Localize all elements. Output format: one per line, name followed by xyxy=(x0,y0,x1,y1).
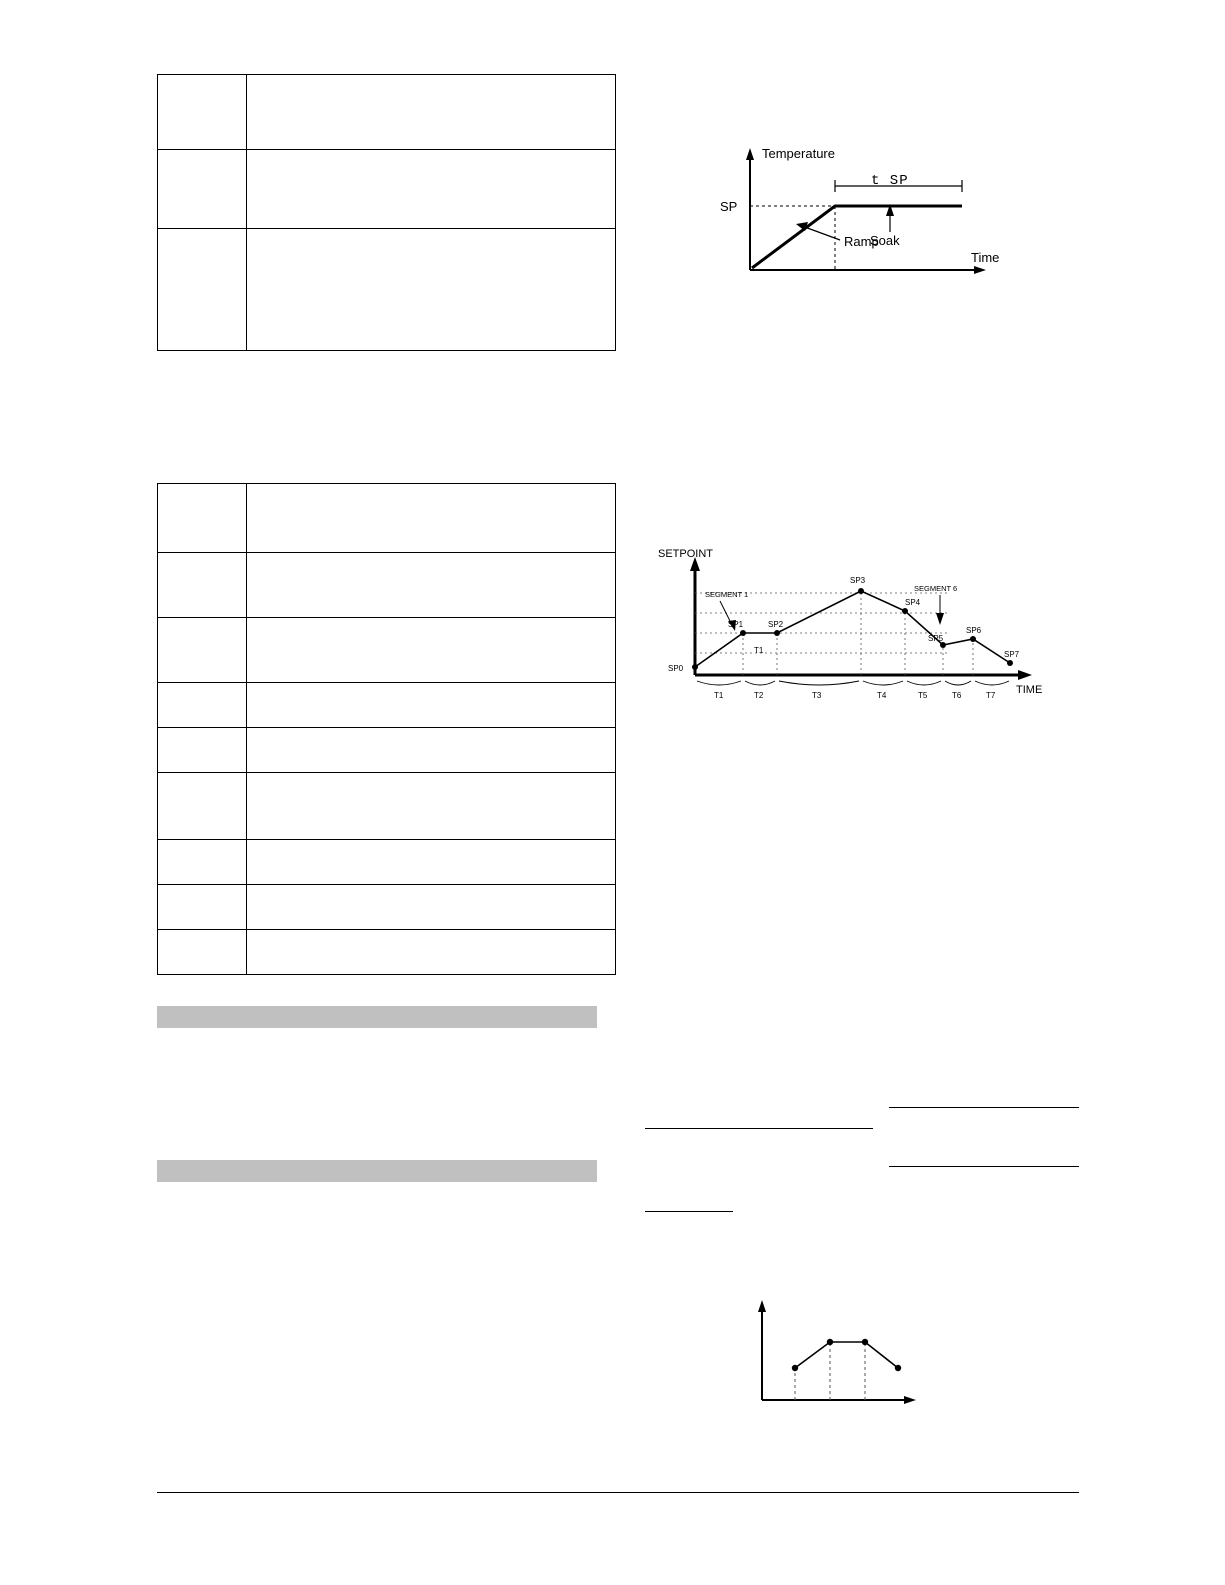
table-cell-description xyxy=(247,885,616,930)
text-underline-rule xyxy=(645,1128,873,1129)
label-dwell-time: t SP xyxy=(871,173,909,189)
footer-divider xyxy=(157,1492,1079,1493)
table-cell-description xyxy=(247,683,616,728)
label-sp7: SP7 xyxy=(1004,650,1020,659)
figure-setpoint-profile xyxy=(650,535,1070,725)
label-inner-t1: T1 xyxy=(754,646,764,655)
table-cell-description xyxy=(247,618,616,683)
label-t1: T1 xyxy=(714,691,724,700)
table-cell-code xyxy=(158,773,247,840)
table-row xyxy=(158,553,616,618)
table-row xyxy=(158,840,616,885)
callout-segment-6: SEGMENT 6 xyxy=(914,584,958,593)
table-cell-description xyxy=(247,75,616,150)
table-cell-description xyxy=(247,150,616,229)
callout-segment-1: SEGMENT 1 xyxy=(705,590,749,599)
label-t5: T5 xyxy=(918,691,928,700)
section-heading-2 xyxy=(157,1160,597,1182)
axis-label-time: TIME xyxy=(1016,684,1043,696)
table-cell-code xyxy=(158,553,247,618)
label-sp1: SP1 xyxy=(728,620,744,629)
label-soak: Soak xyxy=(870,233,900,248)
small-profile-chart xyxy=(720,1290,950,1425)
label-sp6: SP6 xyxy=(966,626,982,635)
label-sp5: SP5 xyxy=(928,634,944,643)
table-row xyxy=(158,930,616,975)
axis-label-temperature: Temperature xyxy=(762,146,835,161)
table-cell-description xyxy=(247,773,616,840)
text-underline-rule xyxy=(889,1166,1079,1167)
parameter-table-1 xyxy=(157,74,616,351)
table-cell-code xyxy=(158,840,247,885)
table-cell-code xyxy=(158,683,247,728)
label-t2: T2 xyxy=(754,691,764,700)
label-t7: T7 xyxy=(986,691,996,700)
table-row xyxy=(158,885,616,930)
table-cell-code xyxy=(158,150,247,229)
figure-small-profile xyxy=(720,1290,950,1425)
table-cell-code xyxy=(158,618,247,683)
table-cell-code xyxy=(158,229,247,351)
label-setpoint: SP xyxy=(720,199,738,214)
parameter-table-2 xyxy=(157,483,616,975)
table-cell-code xyxy=(158,728,247,773)
label-ramp: Ramp xyxy=(844,234,879,249)
label-sp4: SP4 xyxy=(905,598,921,607)
label-sp0: SP0 xyxy=(668,664,684,673)
table-cell-description xyxy=(247,484,616,553)
text-underline-rule xyxy=(889,1107,1079,1108)
table-cell-code xyxy=(158,484,247,553)
label-t4: T4 xyxy=(877,691,887,700)
text-underline-rule xyxy=(645,1211,733,1212)
table-cell-description xyxy=(247,229,616,351)
section-heading-1 xyxy=(157,1006,597,1028)
label-t6: T6 xyxy=(952,691,962,700)
table-row xyxy=(158,728,616,773)
table-row xyxy=(158,773,616,840)
table-cell-description xyxy=(247,553,616,618)
table-cell-code xyxy=(158,75,247,150)
label-sp3: SP3 xyxy=(850,576,866,585)
table-row xyxy=(158,150,616,229)
table-cell-description xyxy=(247,930,616,975)
setpoint-profile-chart xyxy=(650,535,1070,725)
table-row xyxy=(158,618,616,683)
table-row xyxy=(158,683,616,728)
table-cell-description xyxy=(247,728,616,773)
label-t3: T3 xyxy=(812,691,822,700)
axis-label-time: Time xyxy=(971,250,1000,265)
table-row xyxy=(158,484,616,553)
table-row xyxy=(158,75,616,150)
table-cell-code xyxy=(158,885,247,930)
label-sp2: SP2 xyxy=(768,620,784,629)
table-row xyxy=(158,229,616,351)
table-cell-description xyxy=(247,840,616,885)
figure-ramp-soak xyxy=(690,140,1020,290)
axis-label-setpoint: SETPOINT xyxy=(658,548,714,560)
ramp-soak-chart xyxy=(690,140,1020,290)
table-cell-code xyxy=(158,930,247,975)
